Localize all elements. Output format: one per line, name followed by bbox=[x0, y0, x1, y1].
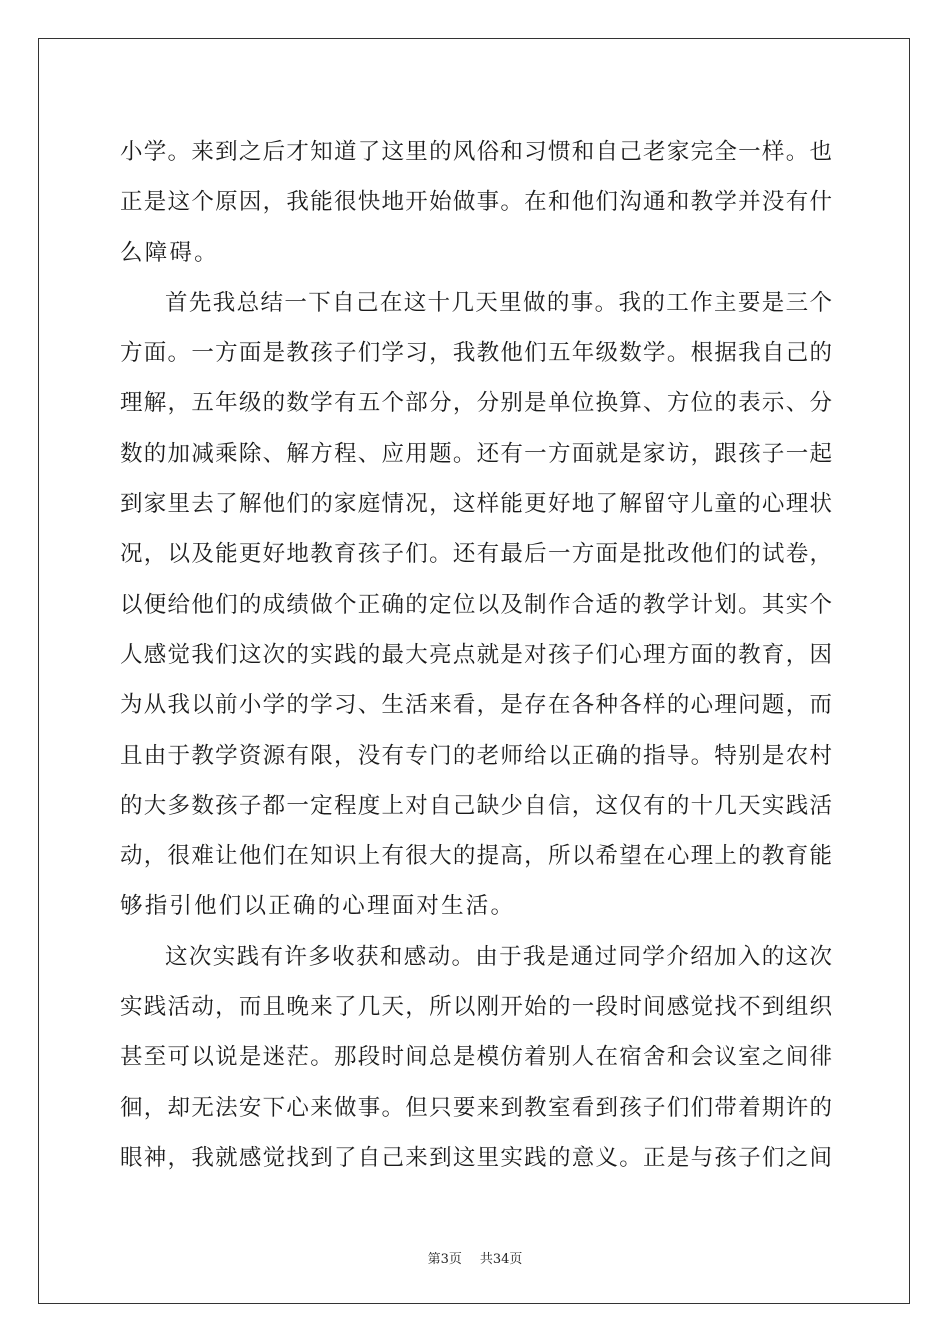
text-line: 理解，五年级的数学有五个部分，分别是单位换算、方位的表示、分 bbox=[120, 390, 832, 417]
page-footer bbox=[0, 1248, 950, 1267]
document-body bbox=[120, 127, 832, 1183]
text-line: 眼神，我就感觉找到了自己来到这里实践的意义。正是与孩子们之间 bbox=[120, 1144, 832, 1171]
text-line: 正是这个原因，我能很快地开始做事。在和他们沟通和教学并没有什 bbox=[120, 189, 832, 216]
text-line: 到家里去了解他们的家庭情况，这样能更好地了解留守儿童的心理状 bbox=[120, 491, 832, 518]
text-line: 以便给他们的成绩做个正确的定位以及制作合适的教学计划。其实个 bbox=[120, 591, 832, 618]
text-line: 够指引他们以正确的心理面对生活。 bbox=[120, 893, 516, 920]
page-total: 共34页 bbox=[479, 1252, 523, 1267]
text-line: 数的加减乘除、解方程、应用题。还有一方面就是家访，跟孩子一起 bbox=[120, 440, 832, 467]
text-line: 甚至可以说是迷茫。那段时间总是模仿着别人在宿舍和会议室之间徘 bbox=[120, 1044, 832, 1071]
text-line: 实践活动，而且晚来了几天，所以刚开始的一段时间感觉找不到组织 bbox=[120, 994, 832, 1021]
text-line: 小学。来到之后才知道了这里的风俗和习惯和自己老家完全一样。也 bbox=[120, 139, 832, 165]
text-line: 人感觉我们这次的实践的最大亮点就是对孩子们心理方面的教育，因 bbox=[120, 641, 832, 668]
text-line: 况，以及能更好地教育孩子们。还有最后一方面是批改他们的试卷， bbox=[120, 541, 832, 568]
text-line: 方面。一方面是教孩子们学习，我教他们五年级数学。根据我自己的 bbox=[120, 340, 832, 367]
paragraph-first-line: 首先我总结一下自己在这十几天里做的事。我的工作主要是三个 bbox=[165, 289, 832, 316]
text-line: 动，很难让他们在知识上有很大的提高，所以希望在心理上的教育能 bbox=[120, 843, 832, 870]
text-line: 徊，却无法安下心来做事。但只要来到教室看到孩子们们带着期许的 bbox=[120, 1094, 832, 1121]
text-line: 么障碍。 bbox=[120, 239, 219, 266]
page-number: 第3页 bbox=[427, 1252, 462, 1267]
text-line: 的大多数孩子都一定程度上对自己缺少自信，这仅有的十几天实践活 bbox=[120, 792, 832, 819]
text-line: 为从我以前小学的学习、生活来看，是存在各种各样的心理问题，而 bbox=[120, 692, 832, 719]
paragraph-first-line: 这次实践有许多收获和感动。由于我是通过同学介绍加入的这次 bbox=[165, 943, 832, 970]
text-line: 且由于教学资源有限，没有专门的老师给以正确的指导。特别是农村 bbox=[120, 742, 832, 769]
